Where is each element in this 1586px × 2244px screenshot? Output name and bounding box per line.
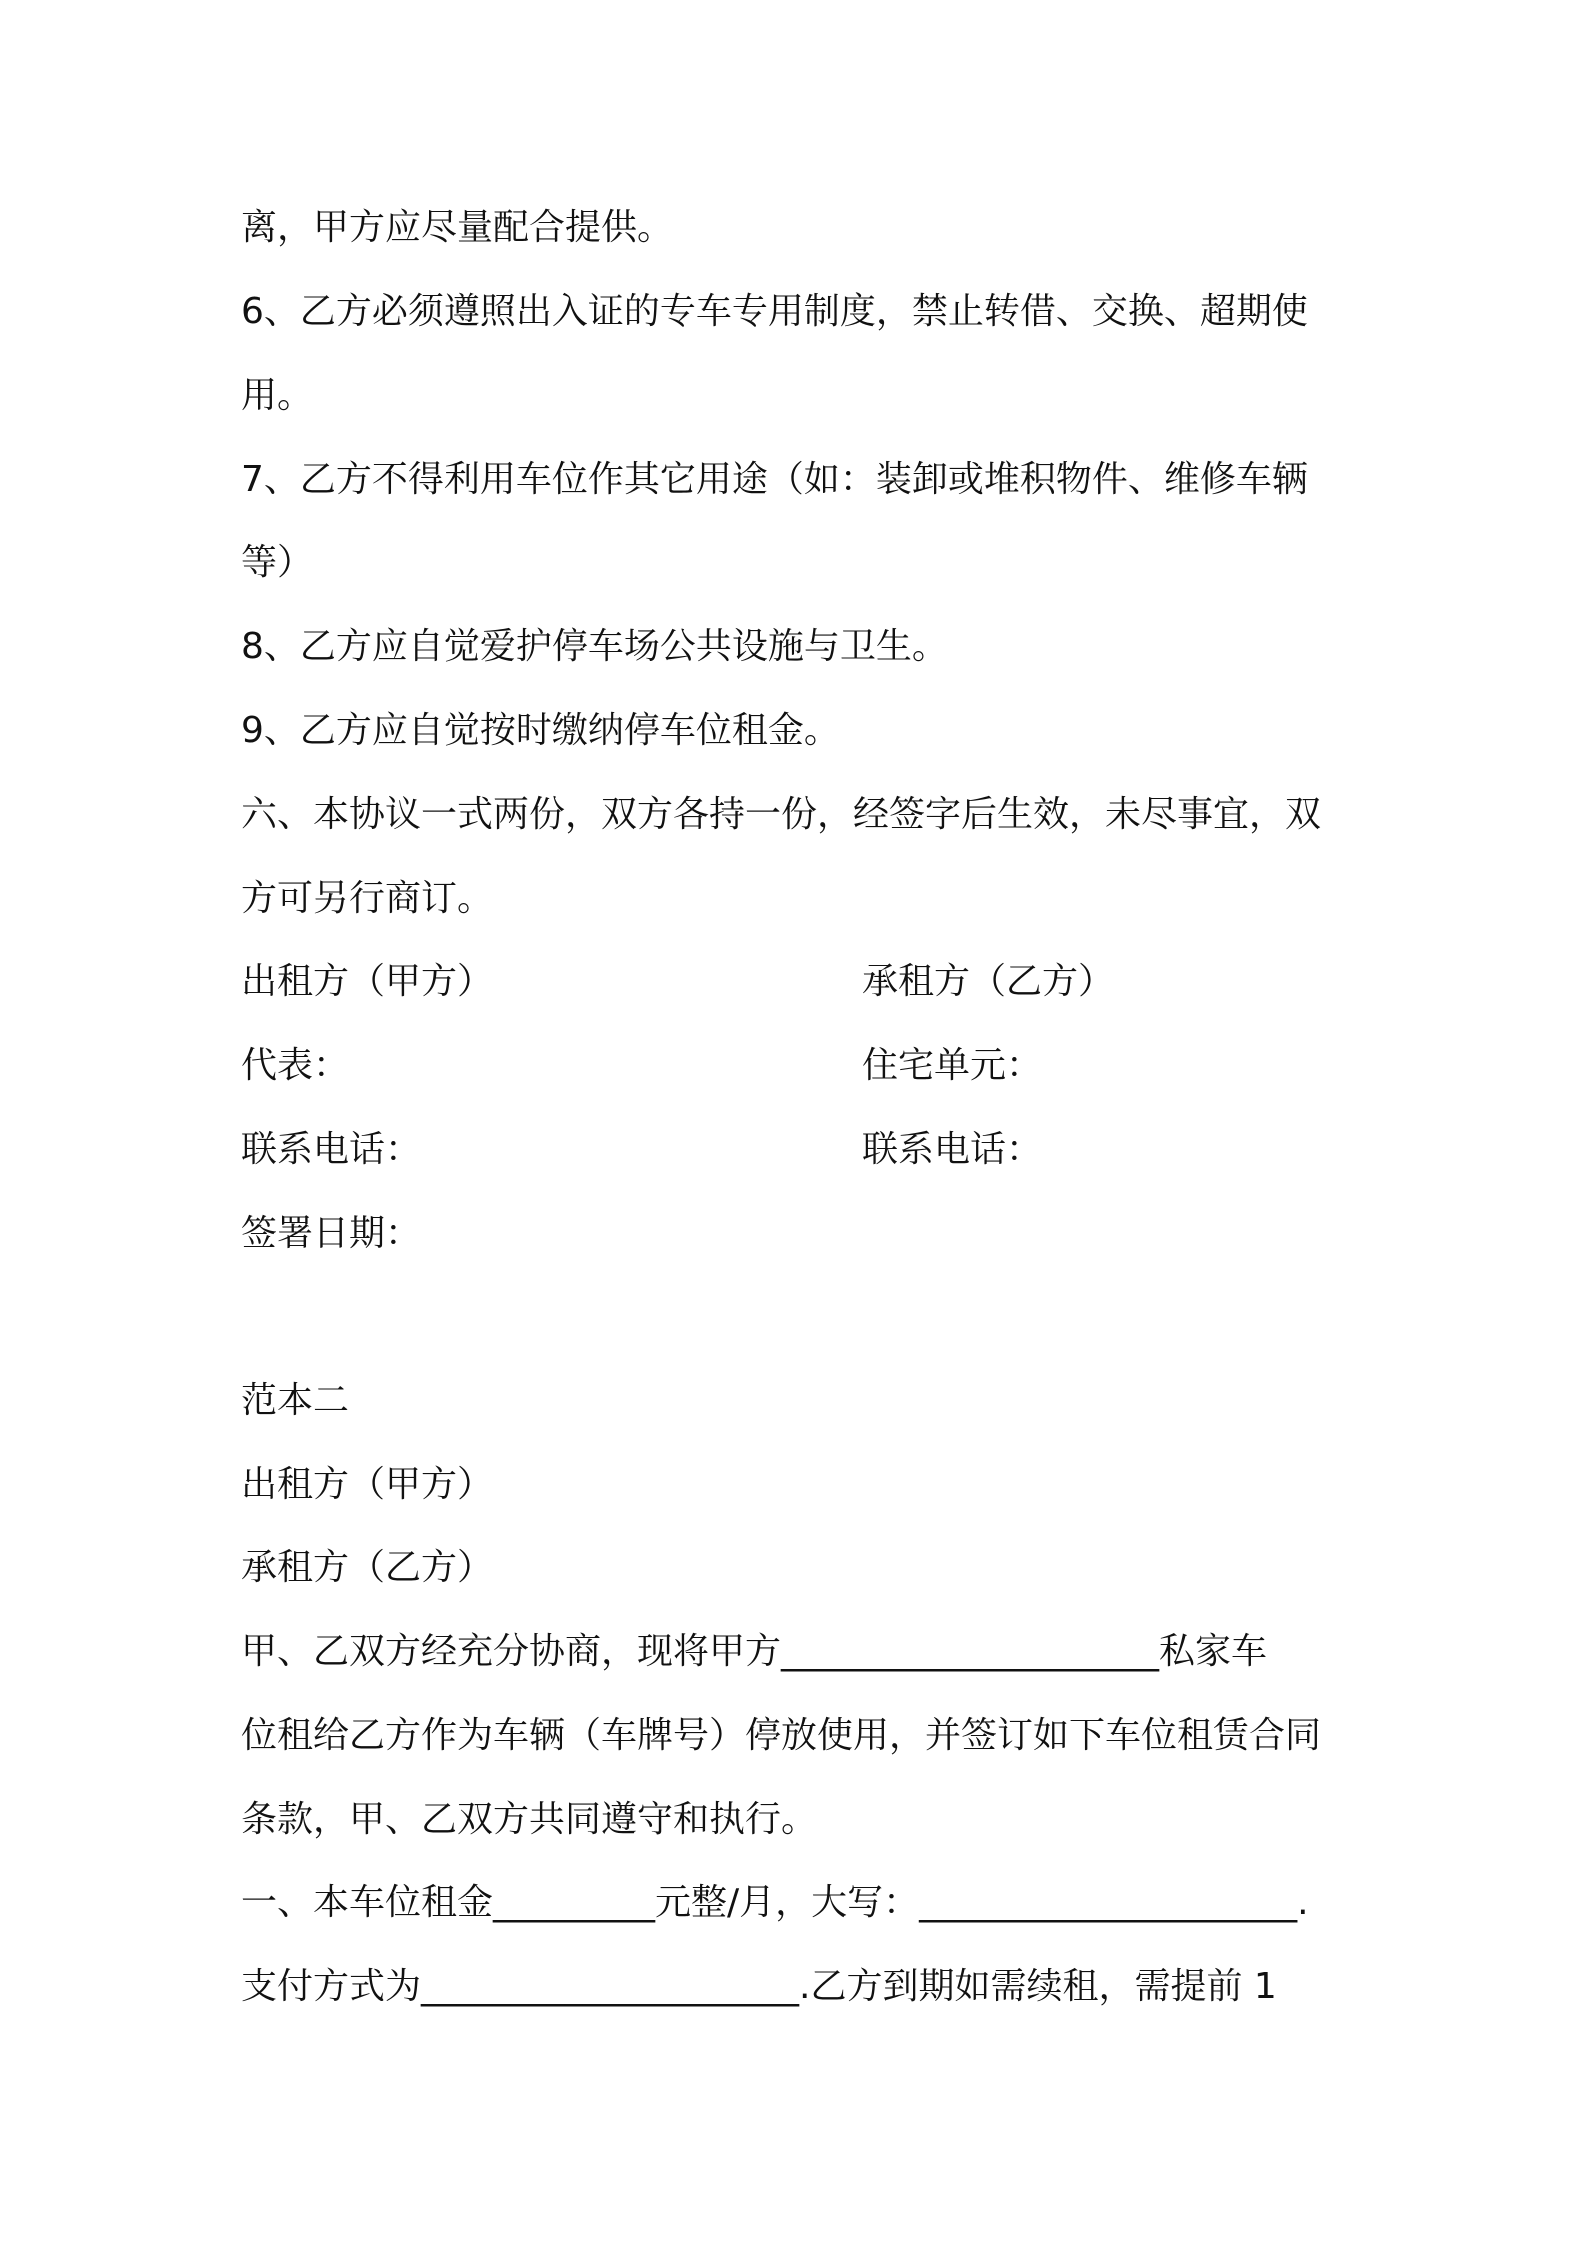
clause-9: 9、乙方应自觉按时缴纳停车位租金。	[241, 710, 840, 751]
section-6-line-2: 方可另行商订。	[241, 878, 494, 919]
section-6-line-1: 六、本协议一式两份，双方各持一份，经签字后生效，未尽事宜，双	[241, 794, 1322, 835]
representative-label: 代表：	[241, 1045, 350, 1086]
template-2-para-line-3: 条款，甲、乙双方共同遵守和执行。	[241, 1799, 818, 1840]
rent-clause-line-1: 一、本车位租金_________元整/月，大写：_____________________.	[241, 1882, 1309, 1923]
lessee-phone-label: 联系电话：	[862, 1129, 1043, 1170]
clause-7-line-2: 等）	[241, 542, 314, 583]
residence-unit-label: 住宅单元：	[862, 1045, 1043, 1086]
template-2-lessee: 承租方（乙方）	[241, 1547, 494, 1588]
sign-date-label: 签署日期：	[241, 1213, 422, 1254]
template-2-lessor: 出租方（甲方）	[241, 1464, 494, 1505]
clause-6-line-2: 用。	[241, 375, 314, 416]
clause-6-line-1: 6、乙方必须遵照出入证的专车专用制度，禁止转借、交换、超期使	[241, 291, 1308, 332]
template-2-para-line-1: 甲、乙双方经充分协商，现将甲方_____________________私家车	[241, 1631, 1268, 1672]
lessor-title: 出租方（甲方）	[241, 961, 494, 1002]
template-2-para-line-2: 位租给乙方作为车辆（车牌号）停放使用，并签订如下车位租赁合同	[241, 1715, 1322, 1756]
lessee-title: 承租方（乙方）	[862, 961, 1115, 1002]
text-line: 离，甲方应尽量配合提供。	[241, 207, 674, 248]
clause-7-line-1: 7、乙方不得利用车位作其它用途（如：装卸或堆积物件、维修车辆	[241, 459, 1308, 500]
lessor-phone-label: 联系电话：	[241, 1129, 422, 1170]
clause-8: 8、乙方应自觉爱护停车场公共设施与卫生。	[241, 626, 948, 667]
rent-clause-line-2: 支付方式为_____________________.乙方到期如需续租，需提前 1	[241, 1966, 1277, 2007]
template-2-heading: 范本二	[241, 1380, 350, 1421]
